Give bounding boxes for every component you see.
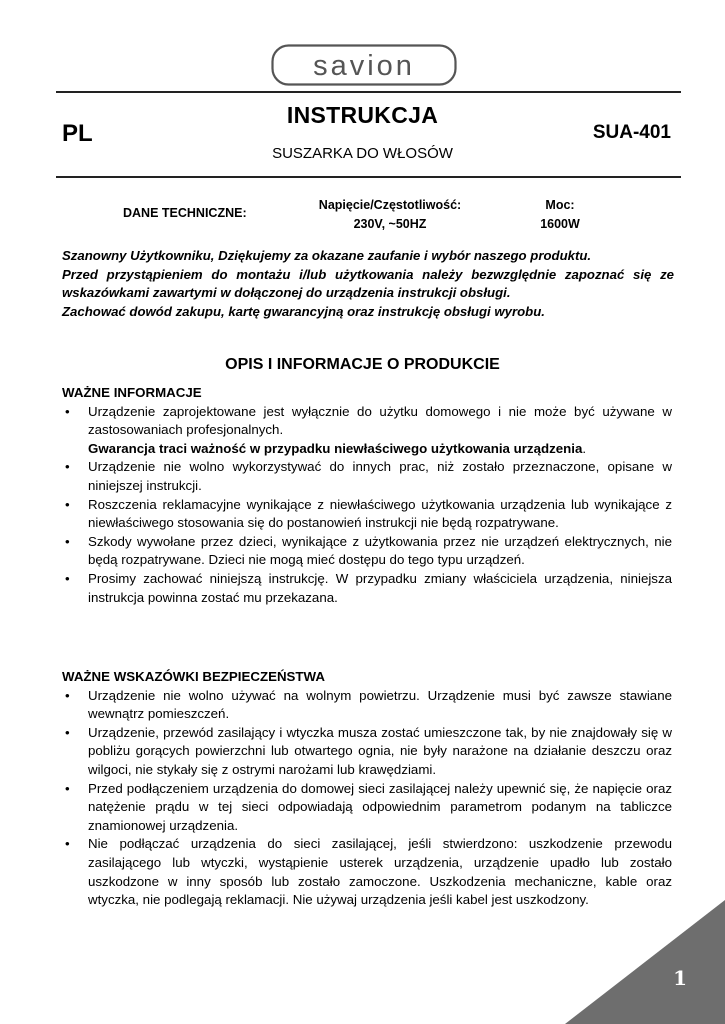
model-number: SUA-401 (592, 122, 671, 143)
safety-section (62, 668, 672, 910)
list-item: • Urządzenie nie wolno używać na wolnym powietrzu. Urządzenie musi być zawsze stawiane wewnątrz pomieszczeń. (65, 687, 672, 722)
tech-voltage (300, 196, 480, 234)
voltage-label: Napięcie/Częstotliwość: (318, 198, 462, 212)
list-item: • Szkody wywołane przez dzieci, wynikające z użytkowania przez nie urządzeń elektrycznych, nie będą rozpatrywane. Dzieci nie mogą mieć dostępu do tego typu urządzeń. (65, 533, 672, 568)
bullet-icon: • (65, 570, 70, 586)
page-corner-triangle (565, 900, 725, 1024)
intro-line: Przed przystąpieniem do montażu i/lub użytkowania należy bezwzględnie zapoznać się ze wskazówkami zawartymi w dołączonej do urządzenia instrukcji obsługi. (62, 266, 674, 301)
warranty-note: Gwarancja traci ważność w przypadku niewłaściwego użytkowania urządzenia. (88, 440, 587, 456)
tech-power (510, 196, 610, 234)
list-item: • Urządzenie nie wolno wykorzystywać do innych prac, niż zostało przeznaczone, opisane w niniejszej instrukcji. (65, 459, 672, 493)
power-value: 1600W (540, 217, 580, 231)
important-info-heading: WAŻNE INFORMACJE (62, 385, 202, 400)
intro-line: Szanowny Użytkowniku, Dziękujemy za okazane zaufanie i wybór naszego produktu. (62, 248, 592, 263)
bullet-icon: • (65, 533, 70, 549)
section-title: OPIS I INFORMACJE O PRODUKCIE (225, 356, 500, 373)
page-title: INSTRUKCJA (286, 102, 439, 128)
bullet-icon: • (65, 496, 70, 512)
bullet-icon: • (65, 780, 70, 796)
bullet-icon: • (65, 459, 70, 475)
intro-line: Zachować dowód zakupu, kartę gwarancyjną oraz instrukcję obsługi wyrobu. (62, 303, 545, 319)
power-label: Moc: (545, 198, 575, 212)
header-rule-top (56, 91, 681, 93)
voltage-value: 230V, ~50HZ (353, 217, 427, 231)
page-subtitle: SUSZARKA DO WŁOSÓW (272, 145, 453, 162)
list-item: • Urządzenie, przewód zasilający i wtyczka musza zostać umieszczone tak, by nie znajdowały się w pobliżu gorących powierzchni lub otwartego ognia, nie były narażone na działanie deszczu oraz wilgoci, nie stykały się z ostrymi narożami lub krawędziami. (65, 724, 672, 777)
intro-text (62, 247, 674, 321)
bullet-icon: • (65, 724, 70, 740)
list-item: • Roszczenia reklamacyjne wynikające z niewłaściwego użytkowania urządzenia lub wynikające z niewłaściwego stosowania się do postanowień instrukcji nie będą rozpatrywane. (65, 496, 672, 531)
important-info-section (62, 384, 672, 607)
header-rule-bottom (56, 176, 681, 178)
bullet-icon: • (65, 687, 70, 703)
page-number: 1 (673, 966, 687, 990)
tech-data-label: DANE TECHNICZNE: (123, 206, 247, 220)
language-code: PL (62, 120, 93, 147)
bullet-icon: • (65, 403, 70, 419)
list-item: • Nie podłączać urządzenia do sieci zasilającej, jeśli stwierdzono: uszkodzenie przewodu zasilającego lub wtyczki, wystąpienie usterek urządzenia, urządzenie upadło lub zostało uszkodzone w inny sposób lub zostało zamoczone. Uszkodzenia mechaniczne, kable oraz wtyczka, nie podlegają reklamacji. Nie używaj urządzenia jeśli kabel jest uszkodzony. (65, 836, 672, 908)
list-item: • Urządzenie zaprojektowane jest wyłącznie do użytku domowego i nie może być używane w zastosowaniach profesjonalnych. Gwarancja traci ważność w przypadku niewłaściwego użytkowania urządzenia. (62, 403, 672, 459)
bullet-icon: • (65, 836, 70, 852)
svg-text:savion: savion (313, 50, 415, 82)
safety-heading: WAŻNE WSKAZÓWKI BEZPIECZEŃSTWA (62, 669, 325, 684)
list-item: • Przed podłączeniem urządzenia do domowej sieci zasilającej należy upewnić się, że napięcie oraz natężenie prądu w tej sieci odpowiadają odpowiednim parametrom podanym na tabliczce znamionowej urządzenia. (65, 780, 672, 833)
savion-logo (271, 44, 457, 86)
list-item: • Prosimy zachować niniejszą instrukcję. W przypadku zmiany właściciela urządzenia, niniejsza instrukcja powinna zostać mu przekazana. (65, 570, 672, 605)
